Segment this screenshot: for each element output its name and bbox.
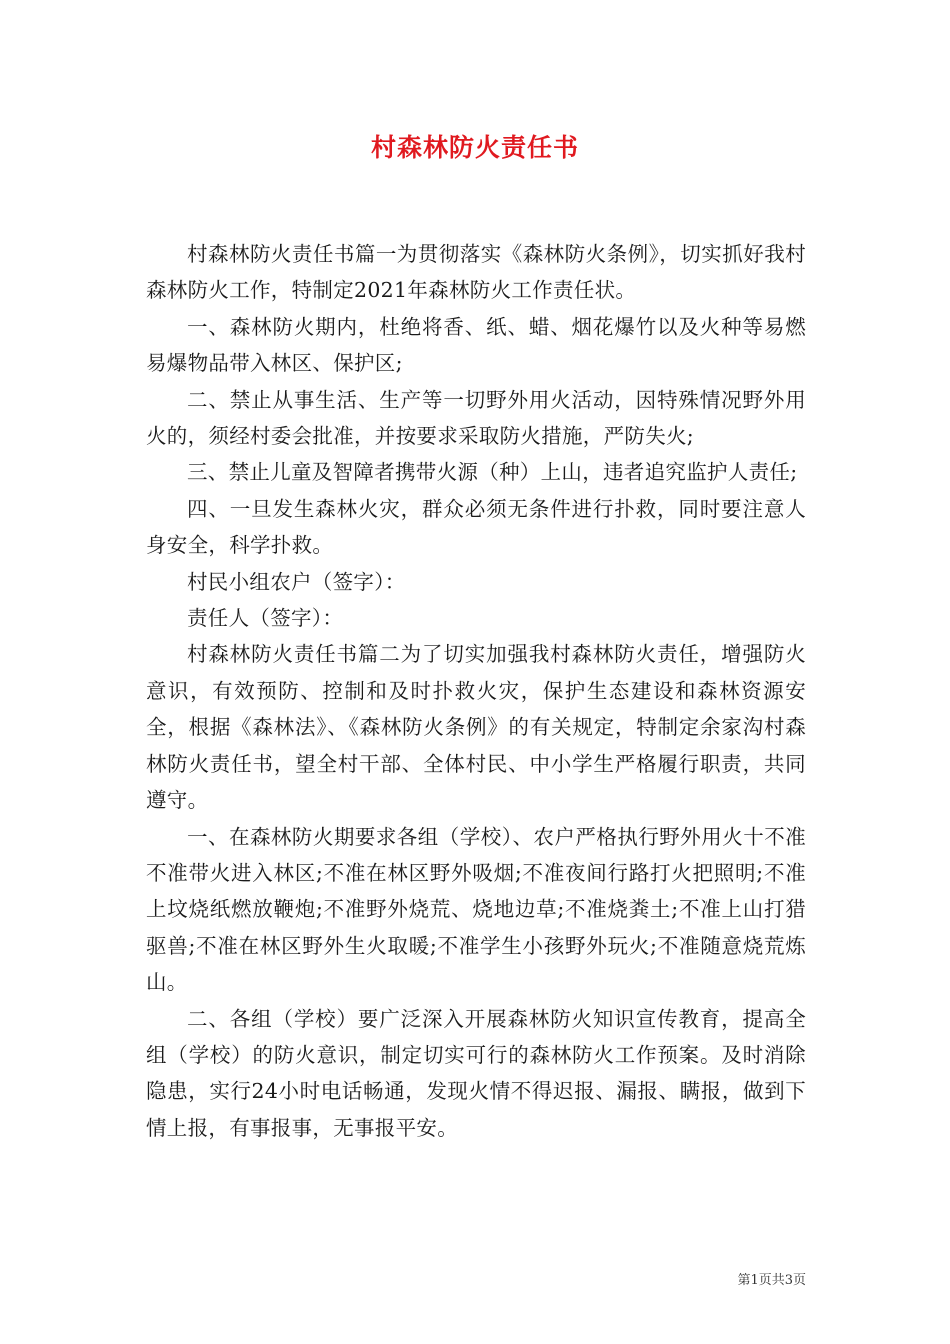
document-body <box>146 236 806 1146</box>
paragraph-intro-1: 村森林防火责任书篇一为贯彻落实《森林防火条例》，切实抓好我村森林防火工作，特制定2021年森林防火工作责任状。 <box>146 242 806 303</box>
paragraph-rule-1: 一、在森林防火期要求各组（学校）、农户严格执行野外用火十不准不准带火进入林区;不准在林区野外吸烟;不准夜间行路打火把照明;不准上坟烧纸燃放鞭炮;不准野外烧荒、烧地边草;不准烧粪土;不准上山打猎驱兽;不准在林区野外生火取暖;不准学生小孩野外玩火;不准随意烧荒炼山。 <box>146 824 806 995</box>
paragraph-item-3: 三、禁止儿童及智障者携带火源（种）上山，违者追究监护人责任; <box>187 460 798 485</box>
signature-line-responsible: 责任人（签字）： <box>187 606 344 631</box>
document-title: 村森林防火责任书 <box>370 133 579 162</box>
signature-line-villager: 村民小组农户（签字）： <box>187 569 406 594</box>
paragraph-intro-2: 村森林防火责任书篇二为了切实加强我村森林防火责任，增强防火意识，有效预防、控制和及时扑救火灾，保护生态建设和森林资源安全，根据《森林法》、《森林防火条例》的有关规定，特制定余家沟村森林防火责任书，望全村干部、全体村民、中小学生严格履行职责，共同遵守。 <box>146 642 806 813</box>
paragraph-item-1: 一、森林防火期内，杜绝将香、纸、蜡、烟花爆竹以及火种等易燃易爆物品带入林区、保护区; <box>146 314 806 376</box>
page-number: 第1页共3页 <box>737 1273 806 1288</box>
paragraph-rule-2: 二、各组（学校）要广泛深入开展森林防火知识宣传教育，提高全组（学校）的防火意识，制定切实可行的森林防火工作预案。及时消除隐患，实行24小时电话畅通，发现火情不得迟报、漏报、瞒报，做到下情上报，有事报事，无事报平安。 <box>146 1006 806 1140</box>
paragraph-item-2: 二、禁止从事生活、生产等一切野外用火活动，因特殊情况野外用火的，须经村委会批准，并按要求采取防火措施，严防失火; <box>146 387 806 449</box>
paragraph-item-4: 四、一旦发生森林火灾，群众必须无条件进行扑救，同时要注意人身安全，科学扑救。 <box>146 496 806 558</box>
